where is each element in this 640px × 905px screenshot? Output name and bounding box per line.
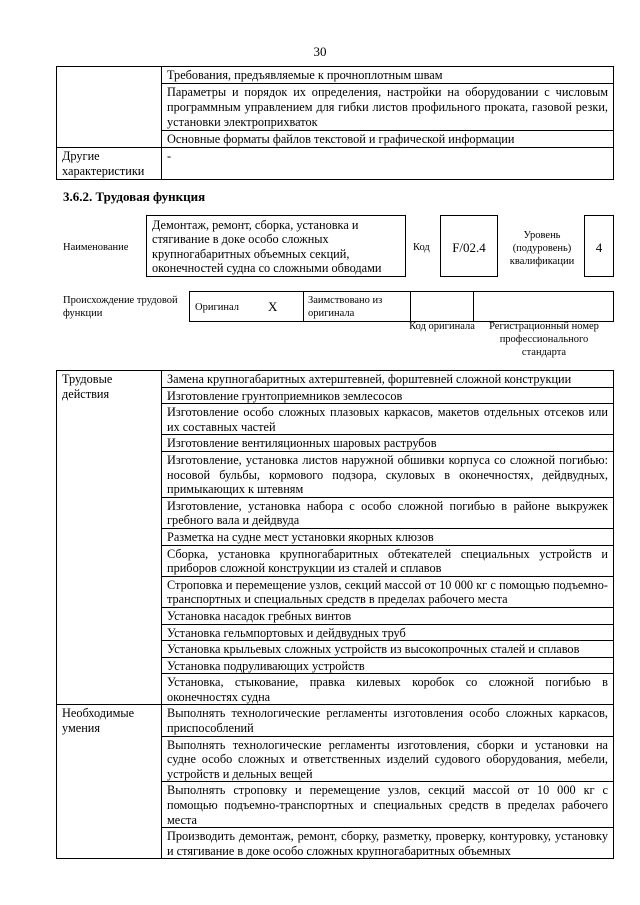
table-cell: Установка гельмпортовых и дейдвудных труб (162, 624, 614, 641)
original-cell (190, 292, 304, 321)
origin-row (189, 291, 614, 322)
table-label-cell (57, 67, 162, 148)
function-details-table (56, 370, 614, 859)
code-label: Код (413, 242, 430, 253)
reg-number-caption: Регистрационный номер профессионального стандарта (489, 321, 599, 358)
section-title: 3.6.2. Трудовая функция (63, 189, 206, 204)
table-cell: Установка подруливающих устройств (162, 657, 614, 674)
table-row (57, 148, 614, 180)
table-cell: Установка, стыкование, правка килевых коробок со сложной погибью в оконечностях судна (162, 674, 614, 705)
level-value: 4 (595, 240, 603, 255)
table-cell: Установка насадок гребных винтов (162, 607, 614, 624)
table-cell: Установка крыльевых сложных устройств из высокопрочных сталей и сплавов (162, 641, 614, 658)
origin-code-caption: Код оригинала (409, 321, 475, 332)
table-cell: Выполнять технологические регламенты изготовления особо сложных каркасов, приспособлений (162, 705, 614, 736)
function-name: Демонтаж, ремонт, сборка, установка и стягивание в доке особо сложных крупногабаритных объемных секций, оконечностей судна со сложными обводами (152, 218, 382, 276)
level-value-box (584, 215, 614, 277)
table-cell: Изготовление вентиляционных шаровых раструбов (162, 435, 614, 452)
table-cell: - (162, 148, 614, 180)
table-row (57, 705, 614, 736)
borrowed-label: Заимствовано из оригинала (308, 295, 383, 319)
table-label-cell: Другие характеристики (57, 148, 162, 180)
table-cell: Изготовление грунтоприемников землесосов (162, 387, 614, 404)
table-cell: Выполнять технологические регламенты изготовления, сборки и установки на судне особо сложных и ответственных изделий судового оборудования, мебели, устройств и дельных вещей (162, 736, 614, 782)
table-cell: Строповка и перемещение узлов, секций массой от 10 000 кг с помощью подъемно-транспортных и специальных средств в пределах рабочего места (162, 576, 614, 607)
function-code: F/02.4 (452, 240, 486, 255)
original-mark: X (268, 299, 278, 314)
table-cell: Разметка на судне мест установки якорных клюзов (162, 528, 614, 545)
table-cell: Производить демонтаж, ремонт, сборку, разметку, проверку, контуровку, установку и стягивание в доке особо сложных крупногабаритных объемных (162, 828, 614, 859)
original-label: Оригинал (195, 302, 239, 313)
table-label-cell: Необходимые умения (57, 705, 162, 859)
name-value-box (146, 215, 406, 277)
table-cell: Основные форматы файлов текстовой и графической информации (162, 131, 614, 148)
table-row (57, 371, 614, 388)
level-label: Уровень (подуровень) квалификации (509, 230, 575, 267)
table-label-cell: Трудовые действия (57, 371, 162, 705)
table-cell: Требования, предъявляемые к прочноплотным швам (162, 67, 614, 84)
page-number: 30 (313, 44, 327, 59)
table-cell: Изготовление, установка набора с особо сложной погибью в районе выкружек гребного вала и дейдвуда (162, 497, 614, 528)
table-cell: Сборка, установка крупногабаритных обтекателей специальных устройств и приборов сложной конструкции из сталей и сплавов (162, 545, 614, 576)
origin-code-cell (410, 292, 474, 321)
table-cell: Изготовление особо сложных плазовых каркасов, макетов отдельных отсеков или их составных частей (162, 404, 614, 435)
knowledge-table-continuation (56, 66, 614, 180)
table-cell: Замена крупногабаритных ахтерштевней, форштевней сложной конструкции (162, 371, 614, 388)
table-cell: Изготовление, установка листов наружной обшивки корпуса со сложной погибью: носовой бульбы, кормового подзора, скуловых в оконечностях, дейдвудных, примыкающих к штевням (162, 451, 614, 497)
table-cell: Параметры и порядок их определения, настройки на оборудовании с числовым программным управлением для гибки листов профильного проката, газовой резки, установки электроприхваток (162, 84, 614, 131)
table-row (57, 67, 614, 84)
name-label: Наименование (63, 242, 129, 253)
code-value-box (440, 215, 498, 277)
table-cell: Выполнять строповку и перемещение узлов, секций массой от 10 000 кг с помощью подъемно-транспортных и специальных средств в пределах рабочего места (162, 782, 614, 828)
origin-label: Происхождение трудовой функции (63, 295, 178, 319)
